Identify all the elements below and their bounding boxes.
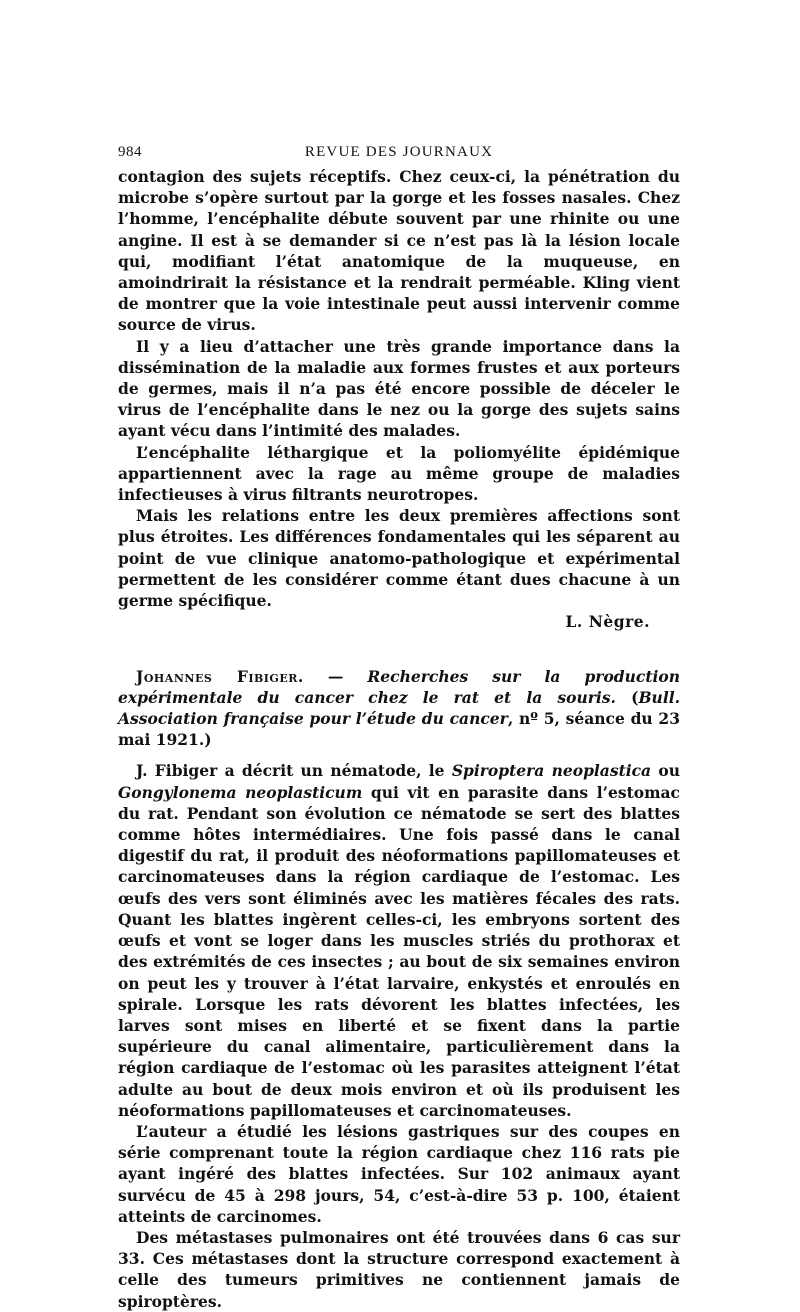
- reference-dash: —: [303, 667, 368, 687]
- paragraph-nematode: [118, 760, 680, 1120]
- paragraph-differences: Mais les relations entre les deux premières affections sont plus étroites. Les différences fondamentales qui les séparent au point de vue clinique anatomo-pathologique et expérimental permettent de les considérer comme étant dues chacune à un germe spécifique.: [118, 506, 680, 611]
- paragraph-dissemination: Il y a lieu d’attacher une très grande importance dans la dissémination de la maladie aux formes frustes et aux porteurs de germes, mais il n’a pas été encore possible de déceler le virus de l’encéphalite dans le nez ou la gorge des sujets sains ayant vécu dans l’intimité des malades.: [118, 336, 680, 441]
- article-reference: [118, 666, 680, 750]
- reference-journal: Bull. Association française pour l’étude du cancer: [118, 688, 680, 729]
- paragraph-lesions: L’auteur a étudié les lésions gastriques sur des coupes en série comprenant toute la région cardiaque chez 116 rats pie ayant ingéré des blattes infectées. Sur 102 animaux ayant survécu de 45 à 298 jours, 54, c’est-à-dire 53 p. 100, étaient atteints de carcinomes.: [118, 1121, 680, 1226]
- page-number: 984: [118, 144, 142, 160]
- journal-page: [118, 140, 680, 1312]
- paragraph-metastases: Des métastases pulmonaires ont été trouvées dans 6 cas sur 33. Ces métastases dont la structure correspond exactement à celle des tumeurs primitives ne contiennent jamais de spiroptères.: [118, 1227, 680, 1311]
- paragraph-contagion: contagion des sujets réceptifs. Chez ceux-ci, la pénétration du microbe s’opère surtout par la gorge et les fosses nasales. Chez l’homme, l’encéphalite débute souvent par une rhinite ou une angine. Il est à se demander si ce n’est pas là la lésion locale qui, modifiant l’état anatomique de la muqueuse, en amoindrirait la résistance et la rendrait perméable. Kling vient de montrer que la voie intestinale peut aussi intervenir comme source de virus.: [118, 167, 680, 335]
- reference-source-open: (: [615, 688, 639, 708]
- reference-author: Johannes Fibiger.: [136, 667, 304, 687]
- author-signature: L. Nègre.: [565, 612, 650, 632]
- nematode-intro: J. Fibiger a décrit un nématode, le: [136, 761, 452, 781]
- species-name-spiroptera: Spiroptera neoplastica: [451, 761, 652, 781]
- page-header: [118, 140, 680, 166]
- nematode-lifecycle-text: qui vit en parasite dans l’estomac du rat. Pendant son évolution ce nématode se sert des blattes comme hôtes intermédiaires. Une fois passé dans le canal digestif du rat, il produit des néoformations papillomateuses et carcinomateuses dans la région cardiaque de l’estomac. Les œufs des vers sont éliminés avec les matières fécales des rats. Quant les blattes ingèrent celles-ci, les embryons sortent des œufs et vont se loger dans les muscles striés du prothorax et des extrémités de ces insectes ; au bout de six semaines environ on peut les y trouver à l’état larvaire, enkystés et enroulés en spirale. Lorsque les rats dévorent les blattes infectées, les larves sont mises en liberté et se fixent dans la partie supérieure du canal alimentaire, particulièrement dans la région cardiaque de l’estomac où les parasites atteignent l’état adulte au bout de deux mois environ et où ils produisent les néoformations papillomateuses et carcinomateuses.: [118, 782, 680, 1120]
- reference-title: Recherches sur la production expérimentale du cancer chez le rat et la souris.: [118, 667, 681, 708]
- reference-details: , nº 5, séance du 23 mai 1921.): [118, 709, 680, 750]
- encephalitis-review-section: [118, 166, 680, 632]
- section-spacer: [118, 632, 680, 666]
- species-connector: ou: [651, 761, 680, 781]
- fibiger-review-section: [118, 760, 680, 1311]
- running-title: REVUE DES JOURNAUX: [304, 144, 494, 160]
- reference-spacer: [118, 750, 680, 760]
- paragraph-classification: L’encéphalite léthargique et la poliomyélite épidémique appartiennent avec la rage au même groupe de maladies infectieuses à virus filtrants neurotropes.: [118, 442, 680, 505]
- species-name-gongylonema: Gongylonema neoplasticum: [118, 782, 363, 802]
